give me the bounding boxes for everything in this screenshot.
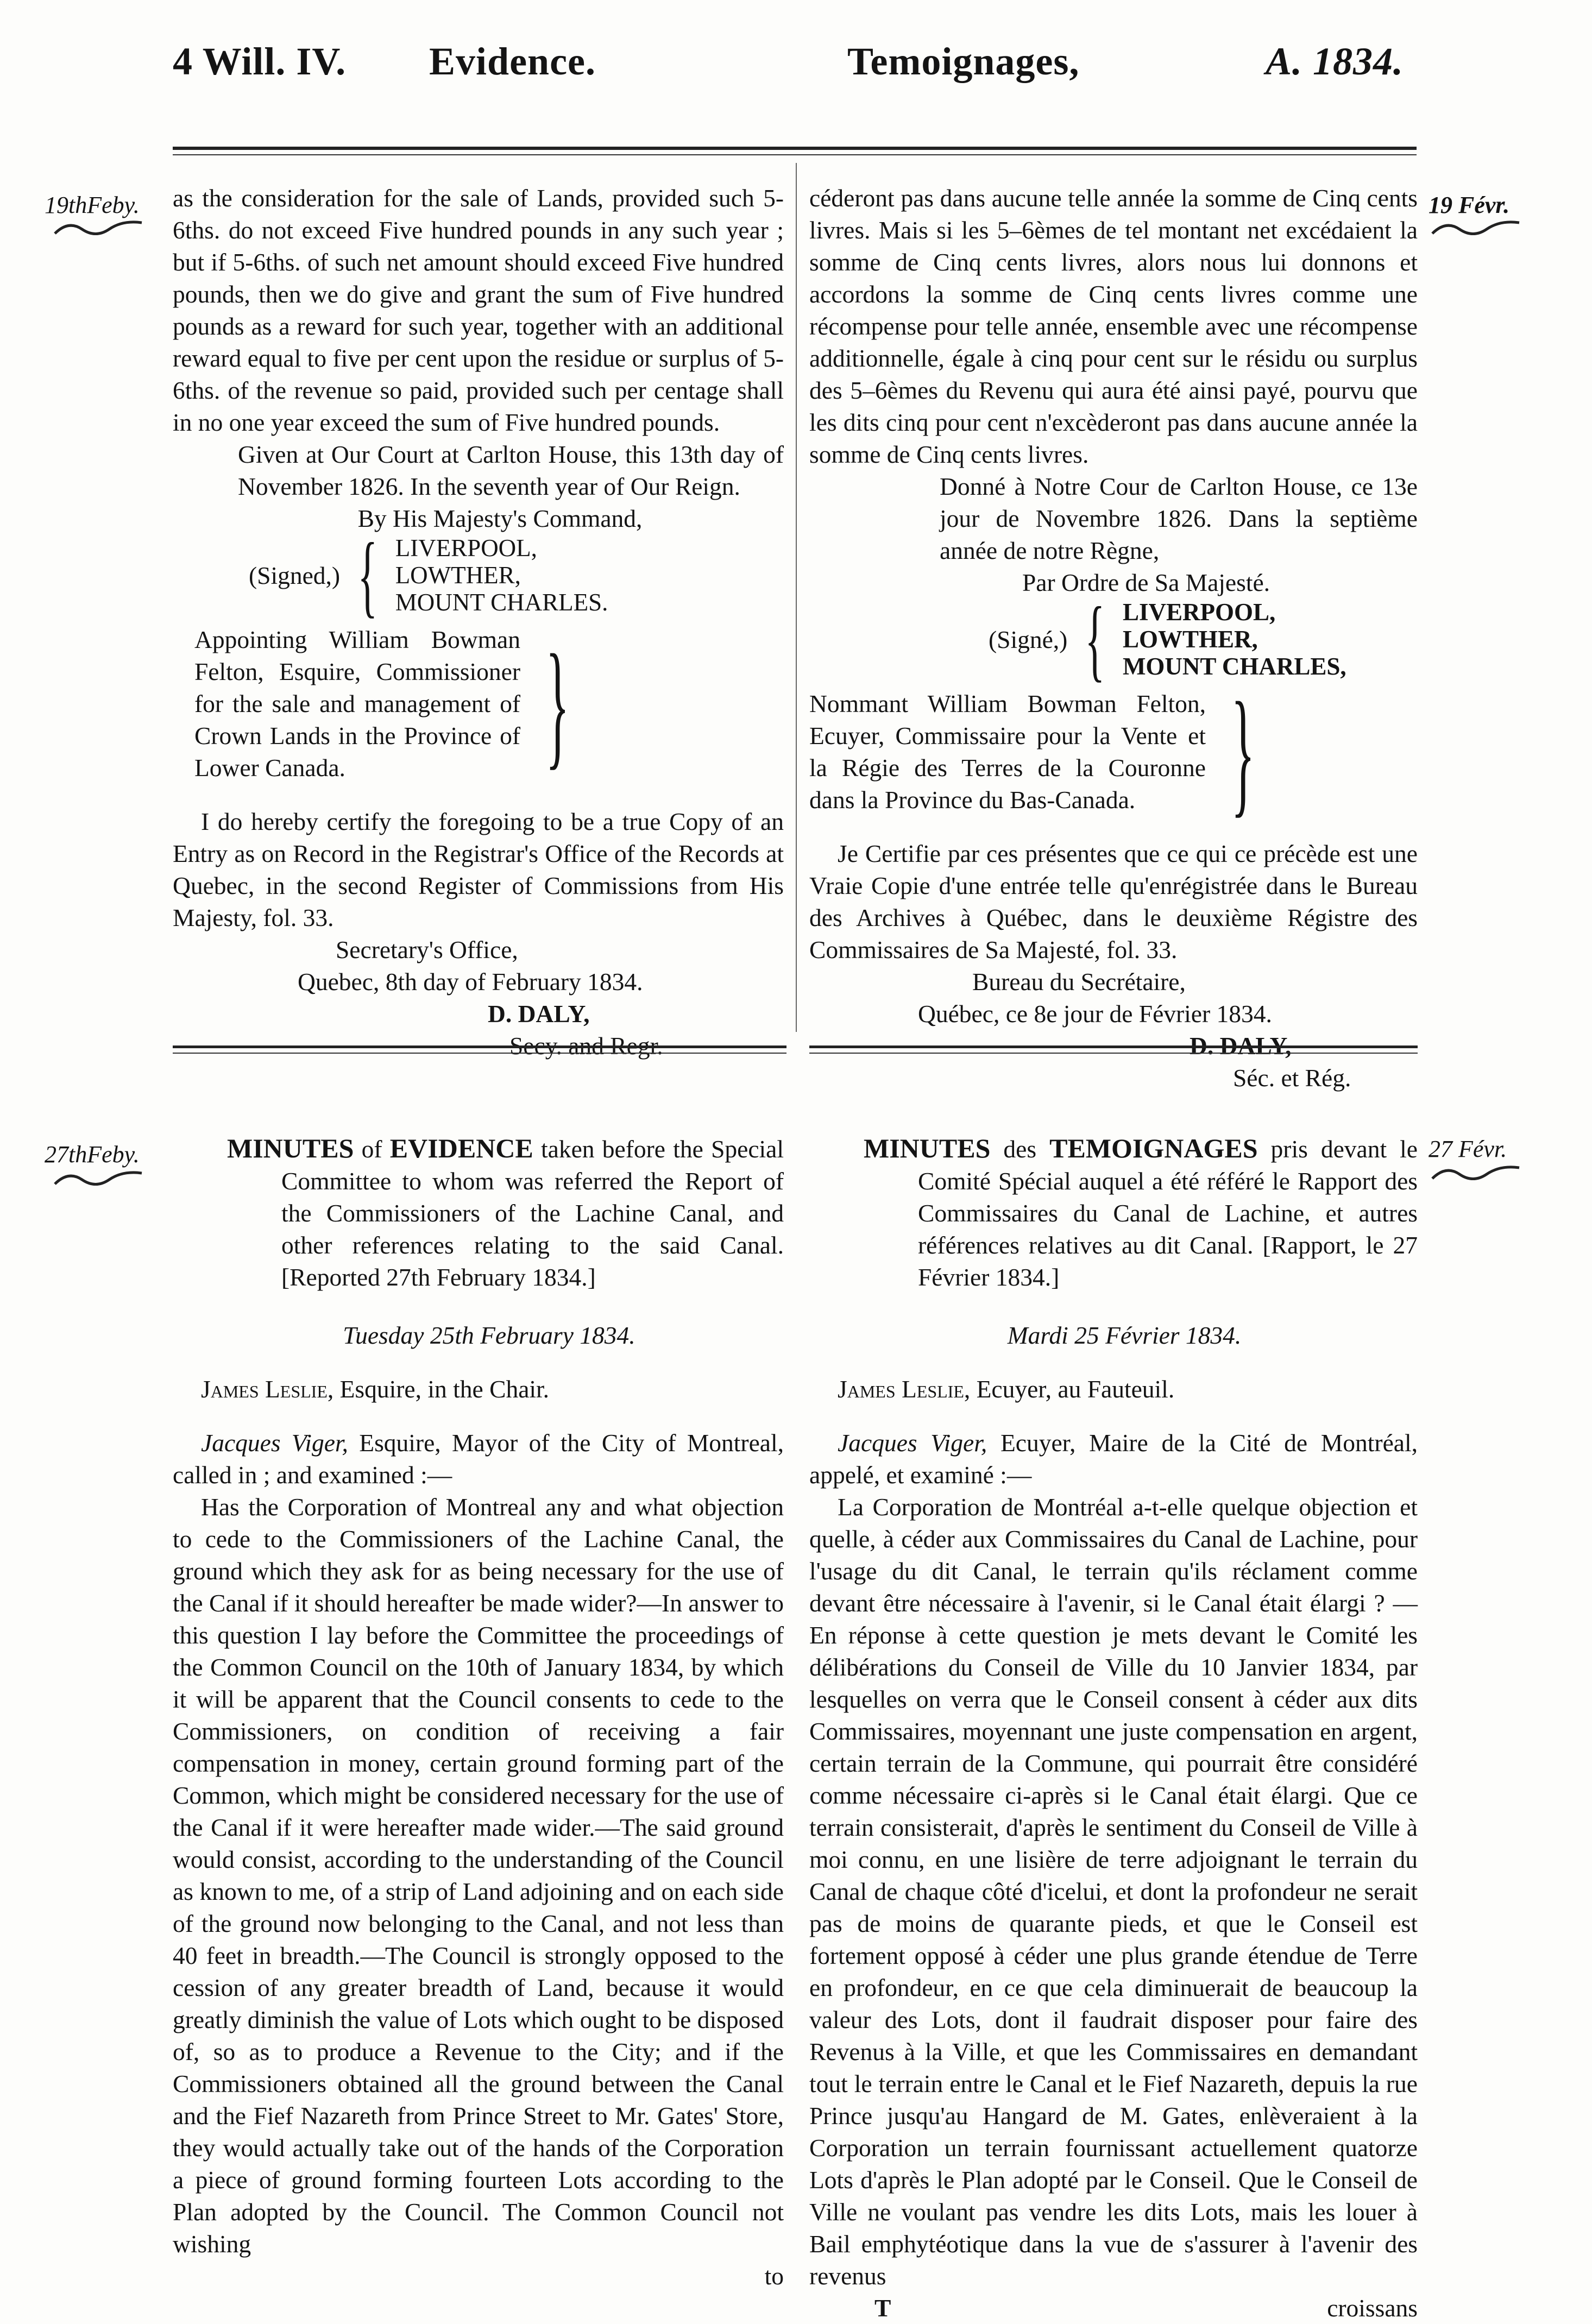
appointment-note-english: [173, 623, 784, 784]
top-english-column: [173, 182, 784, 1062]
minutes-title-of: of: [354, 1135, 390, 1163]
by-command-english: By His Majesty's Command,: [357, 505, 643, 532]
hearing-date-english: Tuesday 25th February 1834.: [343, 1321, 635, 1349]
header-title-english: Evidence.: [429, 40, 596, 83]
office-english: Secretary's Office,: [336, 936, 518, 963]
top-french-column: [809, 182, 1418, 1094]
column-divider: [796, 163, 797, 1032]
signatory-name-english: D. DALY,: [488, 1000, 590, 1028]
given-at-court-french: Donné à Notre Cour de Carlton House, ce 13e jour de Novembre 1826. Dans la septième année de notre Règne,: [940, 473, 1418, 564]
office-french: Bureau du Secrétaire,: [972, 968, 1186, 996]
chair-line-french: [809, 1373, 1418, 1405]
minutes-title-of: des: [990, 1135, 1050, 1163]
minutes-title-french: [864, 1132, 1418, 1293]
signatory-name-french: D. DALY,: [1190, 1032, 1292, 1060]
signer-name: MOUNT CHARLES.: [395, 589, 608, 616]
signer-name: LOWTHER,: [1122, 626, 1258, 653]
bottom-english-column: [173, 1132, 784, 2292]
header-regnal-year: 4 Will. IV.: [173, 40, 347, 83]
catchword-english: to: [764, 2262, 784, 2290]
by-command-french: Par Ordre de Sa Majesté.: [1022, 569, 1270, 596]
certification-french: Je Certifie par ces présentes que ce qui ce précède est une Vraie Copie d'une entrée telle qu'enrégistrée dans le Bureau des Archives à Québec, dans le deuxième Régistre des Commissaires de Sa Majesté, fol. 33.: [809, 840, 1418, 963]
header-title-french: Temoignages,: [847, 40, 1080, 83]
section-rule-left: [173, 1046, 786, 1048]
signer-name: MOUNT CHARLES,: [1122, 653, 1346, 680]
appointment-text-english: Appointing William Bowman Felton, Esquire, Commissioner for the sale and management of Crown Lands in the Province of Lower Canada.: [194, 626, 520, 782]
signature-mark: T: [874, 2294, 891, 2322]
signer-name: LOWTHER,: [395, 562, 521, 589]
given-at-court-english: Given at Our Court at Carlton House, this 13th day of November 1826. In the seventh year of Our Reign.: [238, 440, 784, 500]
witness-name: Jacques Viger,: [838, 1429, 987, 1457]
swash-ornament-icon: [1430, 217, 1522, 239]
chair-name: James Leslie,: [201, 1375, 334, 1403]
chair-rest: Ecuyer, au Fauteuil.: [970, 1375, 1175, 1403]
hearing-date-french: Mardi 25 Février 1834.: [1007, 1321, 1242, 1349]
minutes-title-lead: MINUTES: [864, 1133, 991, 1163]
right-brace-icon: }: [1231, 673, 1255, 830]
testimony-french: La Corporation de Montréal a-t-elle quelque objection et quelle, à céder aux Commissaires du Canal de Lachine, pour l'usage du dit Canal, le terrain qu'ils réclament comme devant être nécessaire à l'avenir, si le Canal était élargi ? —En réponse à cette question je mets devant le Comité les délibérations du Conseil de Ville du 10 Janvier 1834, par lesquelles on verra que le Conseil consent à céder aux dits Commissaires, moyennant une juste compensation en argent, certain terrain de la Commune, qui pourrait être considéré comme nécessaire ci-après si le Canal était élargi. Que ce terrain consisterait, d'après le sentiment du Conseil de Ville à moi connu, en une lisière de terre adjoignant le terrain du Canal de chaque côté d'icelui, et dont la profondeur ne serait pas de moins de quarante pieds, et que le Conseil est fortement opposé à céder une plus grande étendue de Terre en profondeur, en ce que cela diminuerait de beaucoup la valeur des Lots, dont il faudrait disposer pour faire des Revenus à la Ville, et que les Commissaires en demandant tout le terrain entre le Canal et le Fief Nazareth, depuis la rue Prince jusqu'au Hangard de M. Gates, enlèveraient à la Corporation un terrain fournissant actuellement quatorze Lots d'après le Plan adopté par le Conseil. Que le Conseil de Ville ne voulant pas vendre les dits Lots, mais les louer à Bail emphytéotique dans la vue de s'assurer à l'avenir des revenus: [809, 1493, 1418, 2290]
signatory-title-french: Séc. et Rég.: [1233, 1064, 1351, 1092]
catchword-french: croissans: [1327, 2294, 1418, 2322]
signers-list-french: [1123, 599, 1346, 680]
chair-name: James Leslie,: [838, 1375, 971, 1403]
swash-ornament-icon: [1430, 1162, 1522, 1184]
page-footer-french: [809, 2292, 1418, 2324]
margin-date-top-right: 19 Févr.: [1429, 192, 1510, 218]
header-rule-thin: [173, 154, 1417, 155]
signers-list-english: [395, 534, 608, 616]
witness-line-english: [173, 1427, 784, 1491]
margin-date-top-left: 19thFeby.: [45, 192, 140, 218]
witness-name: Jacques Viger,: [201, 1429, 348, 1457]
witness-rest: Esquire, Mayor of the City of Montreal, called in ; and examined :—: [173, 1429, 784, 1489]
section-rule-left-thin: [173, 1053, 786, 1054]
signed-label-english: (Signed,): [249, 561, 341, 589]
signature-block-english: [173, 524, 784, 626]
swash-ornament-icon: [52, 217, 144, 239]
signer-name: LIVERPOOL,: [1122, 599, 1276, 626]
signed-label-french: (Signé,): [989, 625, 1068, 653]
appointment-text-french: Nommant William Bowman Felton, Ecuyer, Commissaire pour la Vente et la Régie des Terres de la Couronne dans la Province du Bas-Canada.: [809, 690, 1206, 814]
margin-date-bottom-right: 27 Févr.: [1429, 1136, 1507, 1162]
header-year: A. 1834.: [1266, 40, 1404, 83]
header-rule-thick: [173, 147, 1417, 150]
chair-line-english: [173, 1373, 784, 1405]
signature-block-french: [809, 588, 1418, 690]
brace-icon: {: [357, 524, 378, 626]
minutes-title-rest: taken before the Special Committee to whom was referred the Report of the Commissioners of the Lachine Canal, and other references relating to the said Canal. [Reported 27th February 1834.]: [281, 1135, 784, 1291]
signatory-title-english: Secy. and Regr.: [509, 1032, 663, 1060]
witness-rest: Ecuyer, Maire de la Cité de Montréal, appelé, et examiné :—: [809, 1429, 1418, 1489]
minutes-title-rest: pris devant le Comité Spécial auquel a été référé le Rapport des Commissaires du Canal de Lachine, et autres références relatives au dit Canal. [Rapport, le 27 Février 1834.]: [918, 1135, 1418, 1291]
grant-body-english: as the consideration for the sale of Lands, provided such 5-6ths. do not exceed Five hundred pounds in any such year ; but if 5-6ths. of such net amount should exceed Five hundred pounds, then we do give and grant the sum of Five hundred pounds as a reward for such year, together with an additional reward equal to five per cent upon the residue or surplus of 5-6ths. of the revenue so paid, provided such per centage shall in no one year exceed the sum of Five hundred pounds.: [173, 184, 784, 436]
bottom-french-column: [809, 1132, 1418, 2324]
brace-icon: {: [1085, 588, 1105, 690]
testimony-english: Has the Corporation of Montreal any and what objection to cede to the Commissioners of the Lachine Canal, the ground which they ask for as being necessary for the use of the Canal if it should hereafter be made wider?—In answer to this question I lay before the Committee the proceedings of the Common Council on the 10th of January 1834, by which it will be apparent that the Council consents to cede to the Commissioners, on condition of receiving a fair compensation in money, certain ground forming part of the Common, which might be considered necessary for the use of the Canal if it were hereafter made wider.—The said ground would consist, according to the understanding of the Council as known to me, of a strip of Land adjoining and on each side of the ground now belonging to the Canal, and not less than 40 feet in breadth.—The Council is strongly opposed to the cession of any greater breadth of Land, because it would greatly diminish the value of Lots which ought to be disposed of, so as to produce a Revenue to the City; and if the Commissioners obtained all the ground between the Canal and the Fief Nazareth from Prince Street to Mr. Gates' Store, they would actually take out of the hands of the Corporation a piece of ground forming fourteen Lots according to the Plan adopted by the Council. The Common Council not wishing: [173, 1493, 784, 2258]
section-rule-right-thin: [809, 1053, 1418, 1054]
minutes-title-english: [227, 1132, 784, 1293]
right-brace-icon: }: [545, 625, 570, 782]
place-date-english: Quebec, 8th day of February 1834.: [298, 968, 643, 996]
appointment-note-french: [809, 673, 1418, 830]
section-rule-right: [809, 1046, 1418, 1048]
grant-body-french: céderont pas dans aucune telle année la somme de Cinq cents livres. Mais si les 5–6èmes de tel montant net excédaient la somme de Cinq cents livres, alors nous lui donnons et accordons la somme de Cinq cents livres comme une récompense pour telle année, ensemble avec une récompense additionnelle, égale à cinq pour cent sur le résidu ou surplus des 5–6èmes du Revenu qui aura été ainsi payé, pourvu que les dits cinq pour cent n'excèderont pas dans aucune année la somme de Cinq cents livres.: [809, 184, 1418, 468]
signer-name: LIVERPOOL,: [395, 534, 537, 562]
place-date-french: Québec, ce 8e jour de Février 1834.: [918, 1000, 1272, 1028]
margin-date-bottom-left: 27thFeby.: [45, 1141, 140, 1168]
certification-english: I do hereby certify the foregoing to be a true Copy of an Entry as on Record in the Registrar's Office of the Records at Quebec, in the second Register of Commissions from His Majesty, fol. 33.: [173, 808, 784, 931]
minutes-title-word: TEMOIGNAGES: [1049, 1133, 1258, 1163]
chair-rest: Esquire, in the Chair.: [333, 1375, 550, 1403]
swash-ornament-icon: [52, 1168, 144, 1189]
minutes-title-word: EVIDENCE: [389, 1133, 533, 1163]
minutes-title-lead: MINUTES: [227, 1133, 354, 1163]
witness-line-french: [809, 1427, 1418, 1491]
